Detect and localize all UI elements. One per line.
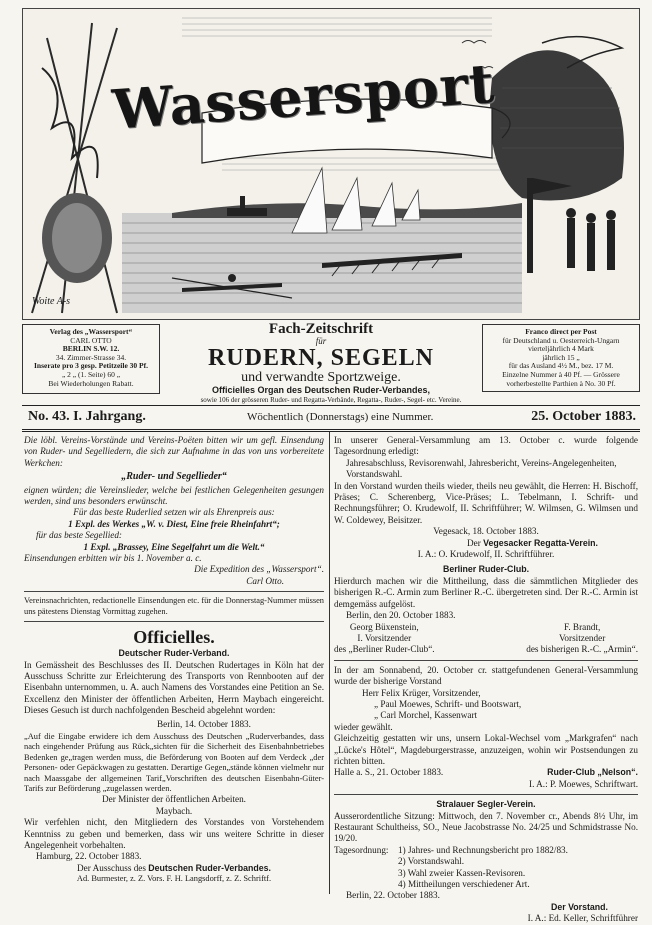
submission-deadline: Vereinsnachrichten, redactionelle Einsendungen etc. für die Donnerstag-Nummer müssen uns pätestens Dienstag Vormittag zugehen. [24,596,324,616]
masthead-illustration [22,8,640,320]
drv-signature-label: Der Ausschuss des [77,862,146,873]
vegesack-paragraph: In unserer General-Versammlung am 13. October c. wurde folgende Tagesordnung erledigt: [334,435,638,457]
stralau-heading: Stralauer Segler-Verein. [436,799,536,810]
subtitle-fachzeitschrift: Fach-Zeitschrift [268,321,374,337]
subtitle-sportzweige: und verwandte Sportzweige. [241,370,401,385]
brc-sig-role: I. Vorsitzender [357,632,412,643]
subscription-box [482,324,640,392]
stralau-date: Berlin, 22. October 1883. [346,890,440,901]
column-divider [329,432,330,894]
artist-signature: Woite A-s [32,296,71,307]
issue-number: No. 43. I. Jahrgang. [28,409,146,424]
divider [22,429,640,430]
publisher-owner: CARL OTTO [70,335,112,345]
divider [24,621,324,622]
nelson-board-member: „ Paul Moewes, Schrift- und Bootswart, [374,698,522,709]
notice-deadline: Einsendungen erbitten wir bis 1. November a. c. [24,553,202,564]
notice-paragraph: Die löbl. Vereins-Vorstände und Vereins-Poëten bitten wir um gefl. Einsendung von Ruder- und Segelliedern, die sich zur Aufnahme in das von uns vorbereitete Werkchen: [24,435,324,468]
main-title: RUDERN, SEGELN [207,345,435,371]
notice-prize-1: 1 Expl. des Werkes „W. v. Diest, Eine freie Rheinfahrt“; [68,518,280,529]
subtitle-fuer: für [315,336,327,346]
brc-paragraph: Hierdurch machen wir die Mittheilung, dass die sämmtlichen Mitglieder des bisherigen R.-C. Armin zum Berliner R.-C. übergetreten sind. Der R.-C. Armin ist demgemäss aufgelöst. [334,575,638,609]
vegesack-signature: I. A.: O. Krudewolf, II. Schriftführer. [417,549,555,560]
title-block [162,322,480,396]
brc-sig-name: Georg Büxenstein, [349,621,419,632]
brc-sig-role: Vorsitzender [558,632,606,643]
notice-signature: Die Expedition des „Wassersport“. [194,564,324,575]
stralau-agenda-item: 3) Wahl zweier Kassen-Revisoren. [398,867,526,878]
divider [334,660,638,661]
right-column [334,435,638,925]
vegesack-date: Vegesack, 18. October 1883. [433,526,539,537]
vegesack-sig-org: Vegesacker Regatta-Verein. [483,537,598,548]
stralau-agenda-label: Tagesordnung: [334,844,389,855]
brc-date: Berlin, den 20. October 1883. [346,610,456,621]
drv-signature-org: Deutschen Ruder-Verbandes. [148,862,271,873]
divider [22,405,640,406]
brc-sig-club: des bisherigen R.-C. „Armin“. [526,644,638,655]
notice-paragraph: Für das beste Ruderlied setzen wir als Ehrenpreis aus: [73,507,275,518]
nelson-org: Ruder-Club „Nelson“. [547,767,638,778]
publisher-name: Verlag des „Wassersport“ [49,327,133,336]
issue-date: 25. October 1883. [531,409,636,424]
drv-heading: Deutscher Ruder-Verband. [118,648,230,659]
associations-line: sowie 106 der grösseren Ruder- und Regatta-Verbände, Regatta-, Ruder-, Segel- etc. Vereine. [200,396,462,404]
nelson-signature: I. A.: P. Moewes, Schriftwart. [529,778,638,789]
brc-sig-name: F. Brandt, [563,621,601,632]
drv-paragraph: In Gemässheit des Beschlusses des II. Deutschen Rudertages in Köln hat der Ausschuss Schritte zur Erleichterung des Transports von Rennbooten auf der Eisenbahn unternommen, u. A. auch Namens des Vorstandes eine Petition an Se. Excellenz den Minister der öffentlichen Arbeiten, Herrn Maybach eingereicht. Dieses Gesuch ist durch nachfolgenden Bescheid abgelehnt worden: [24,659,324,716]
divider [334,794,638,795]
subscription-region: für Deutschland u. Oesterreich-Ungarn [502,335,620,345]
stralau-agenda [334,845,638,891]
drv-signature-names: Ad. Burmester, z. Z. Vors. F. H. Langsdorff, z. Z. Schriftf. [76,874,272,884]
notice-title: „Ruder- und Segellieder“ [121,471,227,483]
issue-bar [22,407,640,427]
divider [22,431,640,432]
notice-signature-name: Carl Otto. [246,575,284,586]
ad-rate-line: Inserate pro 3 gesp. Petitzeile 30 Pf. [34,361,148,371]
notice-paragraph: eignen würden; die Vereinslieder, welche bei festlichen Gelegenheiten gesungen werden, sind uns besonders erwünscht. [24,484,324,507]
vegesack-sig-label: Der [467,537,481,548]
issue-frequency: Wöchentlich (Donnerstags) eine Nummer. [247,411,434,423]
stralau-agenda-item: 2) Vorstandswahl. [398,856,465,867]
nelson-paragraph: In der am Sonnabend, 20. October cr. stattgefundenen General-Versammlung wurde der bisherige Vorstand [334,664,638,687]
notice-paragraph: für das beste Segellied: [36,530,122,541]
bulk-price: vorherbestellte Parthien à No. 30 Pf. [506,378,616,388]
subscription-quarterly: vierteljährlich 4 Mark [528,344,594,354]
drv-date: Berlin, 14. October 1883. [157,718,251,729]
single-issue-price: Einzelne Nummer à 40 Pf. — Grössere [502,369,620,379]
nelson-date: Halle a. S., 21. October 1883. [334,767,444,778]
rowing-regatta-engraving [22,8,640,320]
left-column [24,435,324,885]
ad-discount: Bei Wiederholungen Rabatt. [48,378,134,388]
nelson-paragraph: wieder gewählt. [334,721,393,732]
stralau-signature: I. A.: Ed. Keller, Schriftführer [527,913,638,924]
vegesack-agenda: Jahresabschluss, Revisorenwahl, Jahresbericht, Vereins-Angelegenheiten, Vorstandswahl. [346,457,617,480]
masthead-title: Wassersport [110,51,497,142]
brc-heading: Berliner Ruder-Club. [442,564,530,575]
stralau-paragraph: Ausserordentliche Sitzung: Mittwoch, den 7. November cr., Abends 8½ Uhr, im Restaurant Schultheiss, SO., Neue Jacobstrasse No. 24/25 und Schmidstrasse No. 19/20. [334,810,638,844]
stralau-signature-label: Der Vorstand. [550,901,608,912]
stralau-agenda-item: 4) Mittheilungen verschiedener Art. [398,879,530,890]
drv-minister-name: Maybach. [155,805,193,816]
vegesack-board: In den Vorstand wurden theils wieder, theils neu gewählt, die Herren: H. Bischoff, Präses; C. Scherenberg, Vice-Präses; L. Tebelmann, I. Schrift- und Rechnungsführer; O. Krudewolf, II. Schriftführer; W. Wilmsen, G. Wilmsen und W. Coldewey, Beisitzer. [334,480,638,525]
subscription-abroad: für das Ausland 4½ M., bez. 17 M. [508,361,614,371]
publisher-box [22,324,160,394]
subscription-yearly: jährlich 15 „ [542,352,580,362]
publisher-street: 34. Zimmer-Strasse 34. [55,352,127,362]
section-heading-official: Officielles. [133,627,215,648]
ad-rate-line-2: „ 2 „ (1. Seite) 60 „ [61,369,121,379]
stralau-agenda-item: 1) Jahres- und Rechnungsbericht pro 1882/83. [398,844,568,855]
drv-paragraph: Wir verfehlen nicht, den Mitgliedern des Vorstandes von Vorstehendem Kenntniss zu geben und bemerken, dass wir uns weitere Schritte in dieser Angelegenheit vorbehalten. [24,817,324,850]
notice-prize-2: 1 Expl. „Brassey, Eine Segelfahrt um die Welt.“ [83,541,265,552]
nelson-paragraph: Gleichzeitig gestatten wir uns, unsern Lokal-Wechsel vom „Markgrafen“ nach „Lücke's Hôtel“, Magdeburgerstrasse, anzuzeigen, wohin wir Postsendungen zu richten bitten. [334,733,638,766]
nelson-board-member: Herr Felix Krüger, Vorsitzender, [362,687,481,698]
drv-ministry-reply: „Auf die Eingabe erwidere ich dem Ausschuss des Deutschen „Ruderverbandes, dass nach eingehender Prüfung aus Rück„sichten für die Sicherheit des Eisenbahnbetriebes Bedenken ge„tragen werden muss, die Beförderung von Booten auf dem Verdeck „der Personen- oder Gepäckwagen zu gestatten. Derartige Gegen„stände können vielmehr nur nach Maassgabe der allgemeinen Tarif„Vorschriften des deutschen Eisenbahn-Güter-Tarifs zur Beförderung „zugelassen werden. [24,731,324,793]
divider [24,591,324,592]
publisher-city: BERLIN S.W. 12. [62,344,120,354]
subscription-headline: Franco direct per Post [525,327,597,336]
drv-date: Hamburg, 22. October 1883. [36,851,142,862]
brc-signatures [334,622,638,656]
nelson-board-member: „ Carl Morchel, Kassenwart [374,710,478,721]
publication-header [22,322,640,402]
drv-minister: Der Minister der öffentlichen Arbeiten. [102,794,246,805]
brc-sig-club: des „Berliner Ruder-Club“. [334,644,435,655]
official-organ: Officielles Organ des Deutschen Ruder-Verbandes, [211,385,431,395]
